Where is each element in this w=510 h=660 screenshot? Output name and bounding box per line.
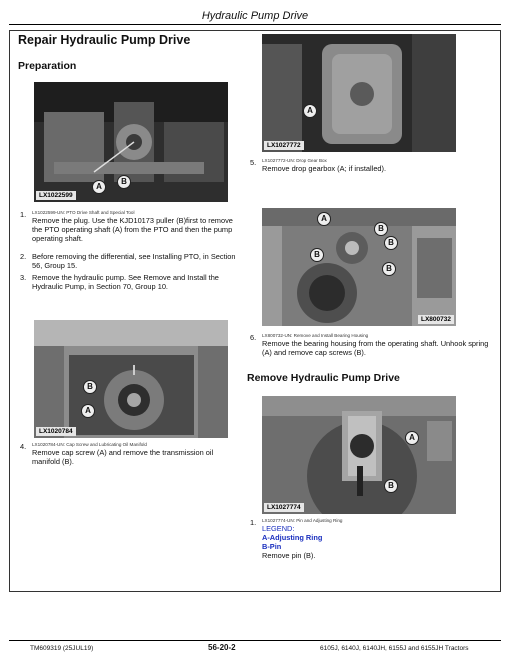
- callout-b: B: [382, 262, 396, 276]
- figure-bearing-housing-drawing: [262, 208, 456, 326]
- callout-b: B: [83, 380, 97, 394]
- figure-caption: LX1022599-UN: PTO Drive Shaft and Special Tool: [32, 210, 135, 215]
- step-5: [250, 158, 490, 173]
- step-text: Remove the plug. Use the KJD10173 puller (B)first to remove the PTO operating shaft (A) from the PTO and then the pump operating shaft.: [32, 216, 233, 243]
- figure-drop-gear-box: [262, 34, 456, 152]
- step-number: 6.: [250, 333, 257, 342]
- footer-page-number: 56-20-2: [208, 643, 236, 652]
- footer-doc-id: TM609319 (25JUL19): [30, 645, 94, 652]
- callout-b: B: [374, 222, 388, 236]
- step-6: [250, 333, 490, 357]
- legend-item-a: A-Adjusting Ring: [262, 533, 323, 542]
- figure-pto-drive-shaft: [34, 82, 228, 202]
- step-1: [20, 210, 242, 243]
- callout-a: A: [303, 104, 317, 118]
- step-text: Remove the bearing housing from the operating shaft. Unhook spring (A) and remove cap screws (B).: [262, 339, 489, 357]
- callout-b: B: [384, 236, 398, 250]
- remove-step-1: [250, 518, 490, 560]
- step-number: 2.: [20, 252, 27, 261]
- step-text: Remove the hydraulic pump. See Remove and Install the Hydraulic Pump, in Section 70, Group 10.: [32, 273, 219, 291]
- step-number: 5.: [250, 158, 257, 167]
- callout-a: A: [81, 404, 95, 418]
- figure-caption: LX1027772-UN: Drop Gear Box: [262, 158, 327, 163]
- step-number: 4.: [20, 442, 27, 451]
- step-text: Remove cap screw (A) and remove the transmission oil manifold (B).: [32, 448, 214, 466]
- header-rule: [9, 24, 501, 25]
- legend-title: LEGEND:: [262, 524, 295, 533]
- section-heading-preparation: Preparation: [18, 60, 77, 72]
- legend-item-b: B-Pin: [262, 542, 282, 551]
- figure-pin-adjusting-ring-drawing: [262, 396, 456, 514]
- figure-cap-screw-manifold: [34, 320, 228, 438]
- callout-a: A: [92, 180, 106, 194]
- section-heading-remove: Remove Hydraulic Pump Drive: [247, 372, 400, 384]
- figure-caption: LX1020784-UN: Cap Screw and Lubricating Oil Manifold: [32, 442, 147, 447]
- figure-id: LX800732: [418, 315, 454, 324]
- step-2: [20, 252, 242, 270]
- callout-b: B: [310, 248, 324, 262]
- figure-id: LX1027774: [264, 503, 304, 512]
- figure-id: LX1027772: [264, 141, 304, 150]
- figure-cap-screw-manifold-drawing: [34, 320, 228, 438]
- header-title: Hydraulic Pump Drive: [201, 10, 309, 22]
- callout-a: A: [405, 431, 419, 445]
- figure-id: LX1022599: [36, 191, 76, 200]
- step-text: Before removing the differential, see Installing PTO, in Section 56, Group 15.: [32, 252, 236, 270]
- step-text: Remove drop gearbox (A; if installed).: [262, 164, 387, 173]
- step-4: [20, 442, 242, 466]
- step-text: Remove pin (B).: [262, 551, 316, 560]
- footer-models: 6105J, 6140J, 6140JH, 6155J and 6155JH Tractors: [320, 645, 469, 652]
- figure-pin-adjusting-ring: [262, 396, 456, 514]
- step-3: [20, 273, 242, 291]
- callout-a: A: [317, 212, 331, 226]
- figure-caption: LX1027774-UN: Pin and Adjusting Ring: [262, 518, 343, 523]
- callout-b: B: [117, 175, 131, 189]
- figure-bearing-housing: [262, 208, 456, 326]
- callout-b: B: [384, 479, 398, 493]
- footer-rule: [9, 640, 501, 641]
- step-number: 1.: [250, 518, 257, 527]
- figure-id: LX1020784: [36, 427, 76, 436]
- figure-drop-gear-box-drawing: [262, 34, 456, 152]
- step-number: 1.: [20, 210, 27, 219]
- step-number: 3.: [20, 273, 27, 282]
- page-title: Repair Hydraulic Pump Drive: [18, 33, 191, 47]
- figure-caption: LX800732-UN: Remove and Install Bearing Housing: [262, 333, 369, 338]
- figure-pto-drive-shaft-drawing: [34, 82, 228, 202]
